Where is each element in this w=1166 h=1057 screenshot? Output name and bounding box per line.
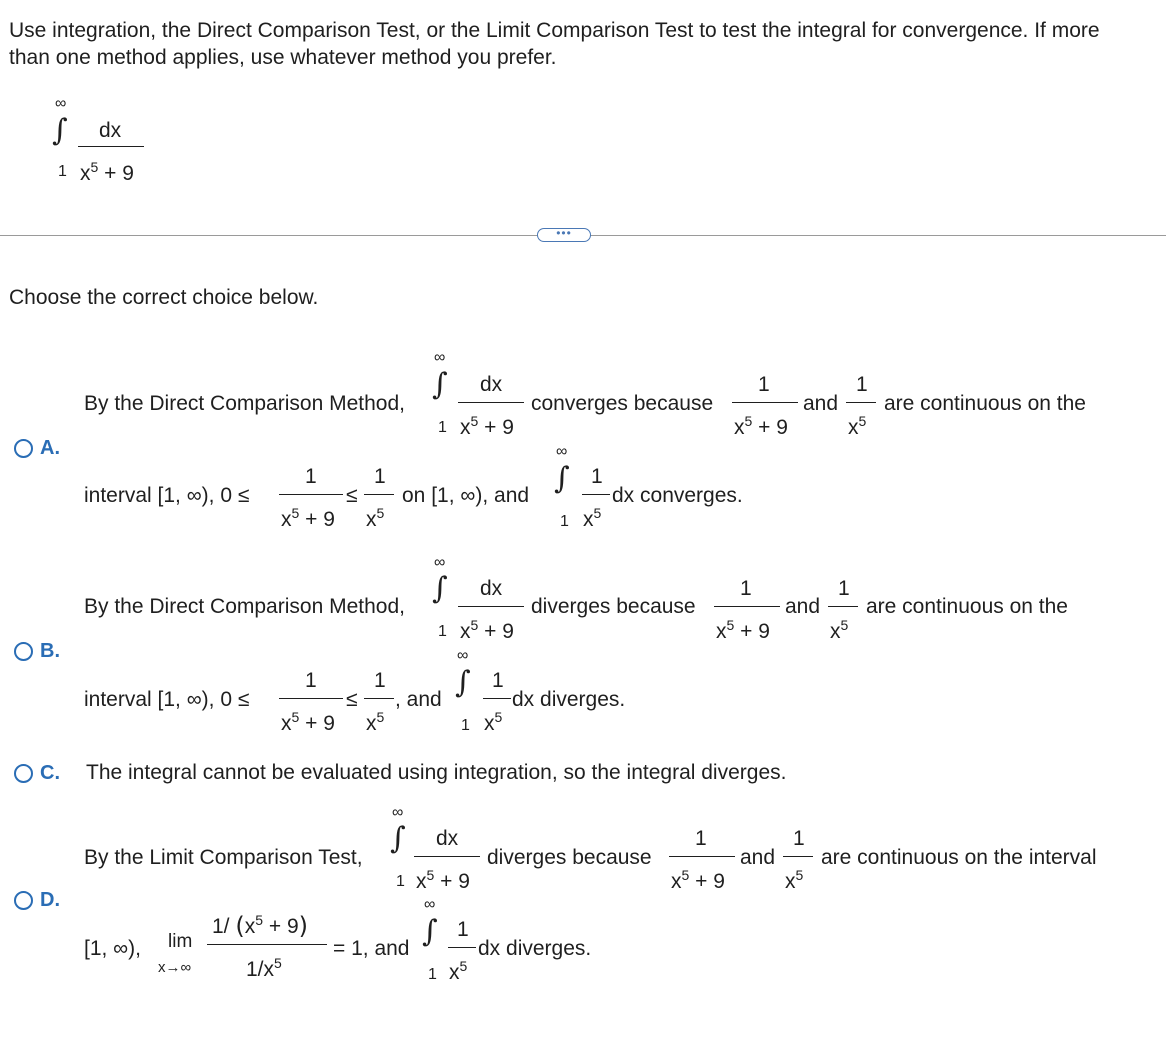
den-x: x (716, 620, 727, 643)
option-a-label[interactable]: A. (40, 437, 60, 459)
fraction-bar (78, 146, 144, 147)
expand-more-button[interactable]: ••• (537, 228, 591, 242)
limnum-pre: 1/ (212, 915, 236, 938)
frac-den (366, 710, 384, 734)
frac-den (281, 506, 335, 530)
frac-num: dx (436, 827, 459, 850)
option-d-end: dx diverges. (478, 937, 592, 960)
den-tail: + 9 (478, 620, 514, 643)
den-x: x (366, 712, 377, 735)
option-a-tail: are continuous on the (884, 392, 1086, 415)
fraction-bar (364, 494, 394, 495)
fraction-bar (732, 402, 798, 403)
den-tail: + 9 (752, 416, 788, 439)
den-x: x (484, 712, 495, 735)
frac-den (785, 868, 803, 892)
den-exp: 5 (376, 505, 385, 521)
frac-den (281, 710, 335, 734)
radio-option-c[interactable] (14, 764, 33, 783)
den-exp: 5 (459, 958, 468, 974)
option-c-label[interactable]: C. (40, 762, 60, 784)
den-exp: 5 (681, 867, 690, 883)
integral-upper: ∞ (424, 896, 436, 913)
fraction-bar (582, 494, 610, 495)
fraction-bar (414, 856, 480, 857)
den-tail: + 9 (299, 508, 335, 531)
integral-lower-limit: 1 (58, 163, 67, 180)
option-d-verb: diverges because (487, 846, 652, 869)
den-exp: 5 (840, 617, 849, 633)
den-exp: 5 (494, 709, 503, 725)
frac-den (830, 618, 848, 642)
den-x: x (671, 870, 682, 893)
frac-num: 1 (740, 577, 752, 600)
frac-den (583, 506, 601, 530)
fraction-bar (828, 606, 858, 607)
frac-den (460, 414, 514, 438)
option-b-verb: diverges because (531, 595, 696, 618)
limit-denominator (246, 956, 282, 980)
den-exp: 5 (90, 159, 99, 175)
integral-upper-limit: ∞ (55, 95, 67, 112)
den-x: x (460, 620, 471, 643)
integral-sign: ∫ (455, 665, 471, 700)
integral-sign: ∫ (432, 571, 448, 606)
fraction-bar (783, 856, 813, 857)
frac-num: dx (480, 373, 503, 396)
integral-upper: ∞ (434, 554, 446, 571)
frac-num: 1 (695, 827, 707, 850)
question-text-line1: Use integration, the Direct Comparison Test, or the Limit Comparison Test to test the integral for convergence. If more (9, 19, 1100, 42)
frac-num: 1 (838, 577, 850, 600)
den-exp: 5 (726, 617, 735, 633)
frac-den (671, 868, 725, 892)
integral-upper: ∞ (457, 647, 469, 664)
den-tail: + 9 (98, 162, 134, 185)
frac-den (484, 710, 502, 734)
option-b-intro: By the Direct Comparison Method, (84, 595, 405, 618)
option-d-eq: = 1, and (333, 937, 410, 960)
option-b-interval: interval [1, ∞), 0 ≤ (84, 688, 250, 711)
integral-sign: ∫ (422, 914, 438, 949)
den-exp: 5 (470, 617, 479, 633)
den-exp: 5 (470, 413, 479, 429)
fraction-bar (714, 606, 780, 607)
radio-option-a[interactable] (14, 439, 33, 458)
den-x: x (830, 620, 841, 643)
fraction-bar (448, 947, 476, 948)
option-b-mid: , and (395, 688, 442, 711)
den-tail: + 9 (434, 870, 470, 893)
frac-den (460, 618, 514, 642)
frac-den (449, 959, 467, 983)
integral-upper: ∞ (556, 443, 568, 460)
integral-sign: ∫ (554, 461, 570, 496)
fraction-bar (458, 402, 524, 403)
option-b-end: dx diverges. (512, 688, 626, 711)
fraction-bar (483, 698, 511, 699)
den-x: x (416, 870, 427, 893)
fraction-bar (458, 606, 524, 607)
option-d-label[interactable]: D. (40, 889, 60, 911)
den-exp: 5 (426, 867, 435, 883)
integral-lower: 1 (438, 623, 447, 640)
frac-num: 1 (305, 465, 317, 488)
den-x: x (281, 712, 292, 735)
option-b-tail: are continuous on the (866, 595, 1068, 618)
den-exp: 5 (291, 505, 300, 521)
integral-upper: ∞ (434, 349, 446, 366)
fraction-bar (279, 494, 343, 495)
den-exp: 5 (376, 709, 385, 725)
fraction-bar (207, 944, 327, 945)
option-d-and: and (740, 846, 776, 869)
den-x: x (281, 508, 292, 531)
option-b-label[interactable]: B. (40, 640, 60, 662)
choose-prompt: Choose the correct choice below. (9, 286, 319, 309)
den-tail: + 9 (478, 416, 514, 439)
integral-lower: 1 (396, 873, 405, 890)
integral-numerator: dx (99, 119, 122, 142)
den-x: x (785, 870, 796, 893)
integral-sign: ∫ (52, 113, 68, 148)
den-tail: + 9 (299, 712, 335, 735)
le-sign: ≤ (346, 688, 358, 711)
option-d-intro: By the Limit Comparison Test, (84, 846, 363, 869)
integral-lower: 1 (428, 966, 437, 983)
option-d-interval: [1, ∞), (84, 937, 141, 960)
limden: 1/x (246, 958, 275, 981)
frac-num: 1 (374, 465, 386, 488)
frac-num: 1 (374, 669, 386, 692)
integral-lower: 1 (461, 717, 470, 734)
integral-sign: ∫ (432, 367, 448, 402)
den-exp: 5 (744, 413, 753, 429)
frac-num: 1 (492, 669, 504, 692)
limit-subscript: x→∞ (158, 959, 192, 976)
den-x: x (583, 508, 594, 531)
fraction-bar (364, 698, 394, 699)
frac-den (366, 506, 384, 530)
fraction-bar (669, 856, 735, 857)
integral-upper: ∞ (392, 804, 404, 821)
den-exp: 5 (858, 413, 867, 429)
radio-option-b[interactable] (14, 642, 33, 661)
integral-lower: 1 (560, 513, 569, 530)
den-x: x (848, 416, 859, 439)
frac-num: 1 (793, 827, 805, 850)
option-d-tail: are continuous on the interval (821, 846, 1097, 869)
integral-sign: ∫ (390, 821, 406, 856)
frac-num: 1 (305, 669, 317, 692)
option-b-and: and (785, 595, 821, 618)
frac-num: 1 (758, 373, 770, 396)
option-a-interval: interval [1, ∞), 0 ≤ (84, 484, 250, 507)
den-x: x (366, 508, 377, 531)
radio-option-d[interactable] (14, 891, 33, 910)
limnum-x: x (244, 915, 256, 938)
question-text-line2: than one method applies, use whatever method you prefer. (9, 46, 557, 69)
limnum-exp: 5 (255, 912, 264, 928)
frac-num: dx (480, 577, 503, 600)
den-base: x (80, 162, 91, 185)
den-tail: + 9 (689, 870, 725, 893)
limden-exp: 5 (274, 955, 282, 971)
den-exp: 5 (593, 505, 602, 521)
frac-num: 1 (591, 465, 603, 488)
frac-den (734, 414, 788, 438)
den-exp: 5 (291, 709, 300, 725)
den-exp: 5 (795, 867, 804, 883)
den-x: x (734, 416, 745, 439)
den-x: x (460, 416, 471, 439)
den-tail: + 9 (734, 620, 770, 643)
le-sign: ≤ (346, 484, 358, 507)
integral-denominator (80, 160, 134, 184)
fraction-bar (279, 698, 343, 699)
limit-label: lim (168, 931, 193, 952)
limit-numerator: 1/ $(x^5 + 9)$ (212, 912, 309, 940)
frac-den (848, 414, 866, 438)
frac-num: 1 (457, 918, 469, 941)
frac-den (716, 618, 770, 642)
limnum-tail: + 9 (263, 915, 299, 938)
frac-num: 1 (856, 373, 868, 396)
den-x: x (449, 961, 460, 984)
option-a-intro: By the Direct Comparison Method, (84, 392, 405, 415)
integral-lower: 1 (438, 419, 447, 436)
option-a-verb: converges because (531, 392, 714, 415)
fraction-bar (846, 402, 876, 403)
frac-den (416, 868, 470, 892)
option-c-text: The integral cannot be evaluated using integration, so the integral diverges. (86, 761, 787, 784)
option-a-and: and (803, 392, 839, 415)
option-a-mid: on [1, ∞), and (402, 484, 530, 507)
option-a-end: dx converges. (612, 484, 743, 507)
